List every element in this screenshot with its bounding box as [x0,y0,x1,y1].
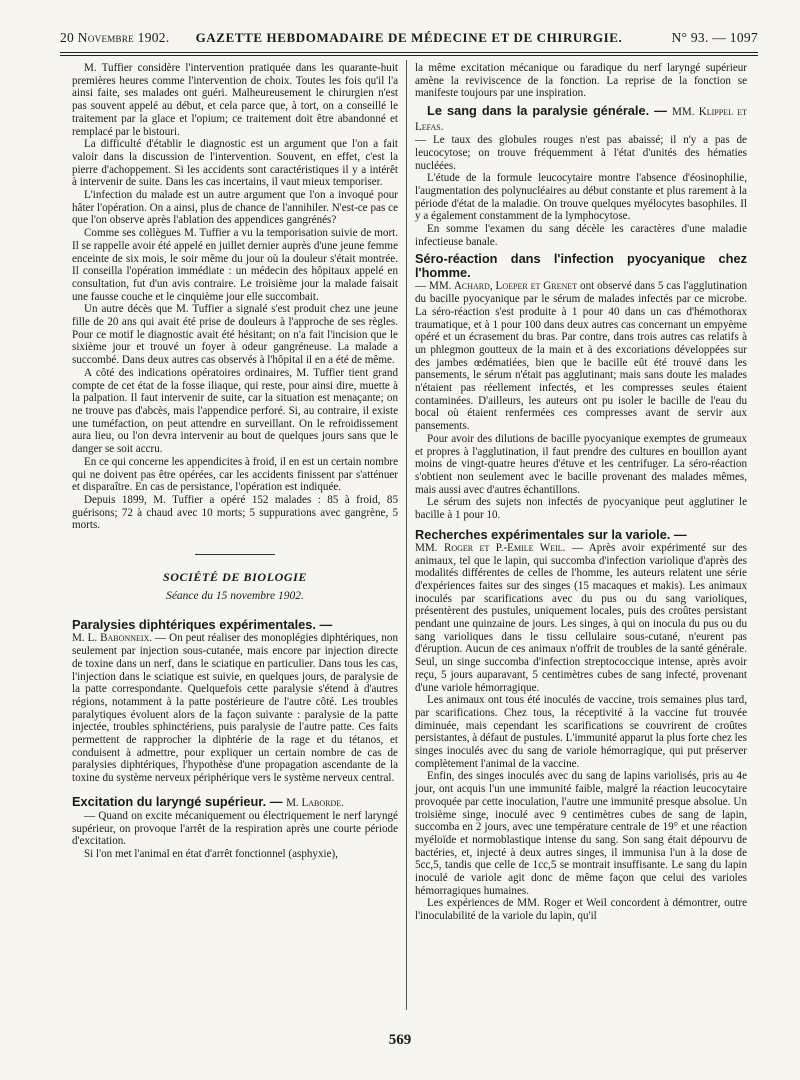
paragraph: L'étude de la formule leucocytaire montre l'absence d'éosinophilie, l'augmentation des polynucléaires au début constante et plus rarement à la période d'état de la maladie. On trouve quelques myélocytes basophiles. Il y a également constamment de la lymphocytose. [415,172,747,223]
paragraph: En ce qui concerne les appendicites à froid, il en est un certain nombre qui ne doivent pas être opérées, car les accidents finissent par s'atténuer et disparaître. En cas de persistance, l'opération est indiquée. [72,455,398,494]
page-number: 569 [388,1032,412,1048]
paragraph: Si l'on met l'animal en état d'arrêt fonctionnel (asphyxie), [84,847,338,860]
paragraph: L'infection du malade est un autre argument que l'on a invoqué pour hâter l'opération. On a ainsi, plus de chance de l'annihiler. N'est-ce pas ce que l'on observe après l'ablation des appendices gangrénés? [72,189,398,227]
heading-paralysies: Paralysies diphtériques expérimentales. — [72,617,333,633]
page-header [60,30,758,52]
column-divider [406,60,407,1010]
right-column [415,62,747,923]
paragraph: — Le taux des globules rouges n'est pas abaissé; il n'y a pas de leucocytose; on trouve fréquemment à l'état d'unités des hématies nucléées. [415,134,747,172]
heading-sang: Le sang dans la paralysie générale. — MM. Klippel et Lefas. [415,103,747,134]
paragraph: La difficulté d'établir le diagnostic est un argument que l'on a fait valoir dans la discussion de l'intervention. Souvent, en effet, c'est la pierre d'achoppement. Si les accidents sont caractéristiques il y a intérêt à intervenir de suite. Dans les cas incertains, il vaut mieux temporiser. [72,138,398,189]
paragraph: Enfin, des singes inoculés avec du sang de lapins variolisés, pris au 4e jour, ont acquis l'un une immunité faible, malgré la réaction leucocytaire provoquée par cette inoculation, l'autre une immunité presque absolue. Un troisième singe, inoculé avec 9 centimètres cubes de sang de lapin, succomba en 2 jours, avec une température centrale de 19° et une réaction myéloïde et normoblastique intense du sang. Son sang était dépourvu de bactéries, et, injecté à deux autres singes, il immunisa l'un à la dose de 5cc,5, tandis que celle de 1cc,5 se montrait insuffisante. Le sang du lapin inoculé de variole agit donc de même façon que celui des varioles hémorragiques humaines. [415,770,747,897]
heading-variole: Recherches expérimentales sur la variole. — [415,526,687,542]
issue-number: N° 93. — 1097 [671,30,758,45]
left-column [72,62,398,861]
paragraph: M. L. Babonneix. — On peut réaliser des monoplégies diphtériques, non seulement par injection sous-cutanée, mais encore par injection directe de toxine dans un nerf, dans le sciatique en particulier. Dans tous les cas, l'injection dans le sciatique est suivie, en quelques jours, de paralysie de la patte correspondante. Quelquefois cette paralysie s'étend à d'autres régions, notamment à la patte postérieure de l'autre côté. Les troubles paralytiques évoluent alors de la façon suivante : paralysie de la patte injectée, troubles sphinctériens, puis paralysie de l'autre patte. Ces faits permettent de rapprocher la diphtérie de la rage et du tétanos, et conduisent à admettre, pour expliquer un certain nombre de cas de paralysies diphtériques, l'hypothèse d'une propagation ascendante de la toxine du système nerveux périphérique vers le système nerveux central. [72,632,398,785]
header-rule-thin [60,55,758,56]
society-title: SOCIÉTÉ DE BIOLOGIE [162,570,308,585]
paragraph: la même excitation mécanique ou faradique du nerf laryngé supérieur amène la reviviscence de la fonction. La reprise de la fonction se manifeste toujours par une inspiration. [415,62,747,100]
paragraph: Les expériences de MM. Roger et Weil concordent à démontrer, outre l'inoculabilité de la variole du lapin, qu'il [415,897,747,923]
paragraph: M. Tuffier considère l'intervention pratiquée dans les quarante-huit premières heures comme l'intervention de choix. Toutes les fois qu'il l'a ainsi faite, ses malades ont guéri. Malheureusement le chirurgien n'est pas souvent appelé au début, et cela parce que, à tort, on a conseillé le traitement par la glace et l'opium; ce traitement doit être abandonné et remplacé par le bistouri. [72,62,398,138]
heading-excitation: Excitation du laryngé supérieur. — M. Laborde. [72,793,344,809]
paragraph: — Quand on excite mécaniquement ou électriquement le nerf laryngé supérieur, on provoque l'arrêt de la respiration après une courte période d'excitation. [72,809,398,848]
paragraph: Comme ses collègues M. Tuffier a vu la temporisation suivie de mort. Il se rappelle avoir été appelé en juillet dernier auprès d'une jeune femme enceinte de six mois, le soir même du jour où la douleur s'était montrée. Il conseilla l'opération immédiate : un médecin des hôpitaux appelé en consultation, fut d'un avis contraire. Le troisième jour la malade faisait une fausse couche et le cinquième jour elle succombait. [72,227,398,303]
paragraph: Pour avoir des dilutions de bacille pyocyanique exemptes de grumeaux et propres à l'agglutination, il faut prendre des cultures en bouillon ayant moins de vingt-quatre heures d'étuve et les centrifuger. La séro-réaction s'obtient non seulement avec le bacille provenant des malades mêmes, mais aussi avec d'autres échantillons. [415,432,747,496]
paragraph: Depuis 1899, M. Tuffier a opéré 152 malades : 85 à froid, 85 guérisons; 72 à chaud avec 10 morts; 5 suppurations avec gangrène, 5 morts. [72,493,398,532]
paragraph: Un autre décès que M. Tuffier a signalé s'est produit chez une jeune fille de 20 ans qui avait été prise de douleurs à l'approche de ses règles. Pour ce motif le diagnostic avait été hésitant; on n'a fait l'incision que le sixième jour et trouvé un foyer à odeur gangréneuse. La malade a succombé. Dans deux autres cas observés à l'hôpital il en a été de même. [72,303,398,367]
paragraph: — MM. Achard, Loeper et Grenet ont observé dans 5 cas l'agglutination du bacille pyocyanique par le sérum de malades infectés par ce microbe. La séro-réaction s'est produite à 1 pour 40 dans un cas d'hémothorax traumatique, et à 1 pour 100 dans deux autres cas concernant un empyème opéré et un écrasement du bras. Par contre, dans trois autres cas relatifs à un phlegmon goutteux de la main et à des excoriations développées sur des jambes œdématiées, bien que le bacille eût été trouvé dans les pansements, le sérum n'était pas agglutinant; mais sans doute les malades n'étaient pas réellement infectés, et les compresses seules étaient contaminées. D'ailleurs, les auteurs ont pu isoler le bacille de l'eau du bocal où étaient renfermées ces compresses avant de servir aux pansements. [415,280,748,433]
heading-sero: Séro-réaction dans l'infection pyocyanique chez l'homme. [415,251,747,281]
issue-date: 20 Novembre 1902. [60,30,170,45]
paragraph: En somme l'examen du sang décèle les caractères d'une maladie infectieuse banale. [415,223,747,248]
paragraph: Le sérum des sujets non infectés de pyocyanique peut agglutiner le bacille à 1 pour 10. [415,496,747,522]
seance-date: Séance du 15 novembre 1902. [166,589,304,602]
header-rule [60,52,758,53]
paragraph: A côté des indications opératoires ordinaires, M. Tuffier tient grand compte de cet état de la fosse iliaque, qui reste, pour ainsi dire, muette à la palpation. Il faut intervenir de suite, car la situation est menaçante; on ne trouve pas d'abcès, mais l'appendice perforé. Si, au contraire, il existe une tuméfaction, on peut attendre en surveillant. On le refroidissement aura lieu, ou l'on devra intervenir au bout de quelques jours sans que le danger se soit accru. [72,366,398,456]
paragraph: MM. Roger et P.-Emile Weil. — Après avoir expérimenté sur des animaux, tel que le lapin, qui succomba d'infection variolique d'après des modalités différentes de celles de l'homme, les auteurs relatent une série d'expériences faites sur des singes (15 macaques et makis). Les animaux inoculés par scarifications avec du pus ou du sang varioliques, présentèrent des pustules, uniquement locales, puis des croûtes persistant pendant une quinzaine de jours. Les singes, à qui on inocula du pus ou du sang varioliques dans le tissu cellulaire sous-cutané, n'eurent pas d'éruption. Aucun de ces animaux n'offrit de troubles de la santé générale. Seul, un singe succomba d'infection streptococcique intense, après avoir reçu, 5 jours auparavant, 5 centimètres cubes de sang infecté, provenant d'une variole hémorragique. [415,541,747,694]
journal-title: GAZETTE HEBDOMADAIRE DE MÉDECINE ET DE CHIRURGIE. [195,30,623,45]
paragraph: Les animaux ont tous été inoculés de vaccine, trois semaines plus tard, par scarifications. Chez tous, la réceptivité à la vaccine fut trouvée diminuée, mais cependant les scarifications se couvrirent de croûtes persistantes, à défaut de pustules. L'immunité apparut la plus forte chez les singes inoculés avec du sang de variole hémorragique, qui put préserver complètement l'animal de la vaccine. [415,694,747,770]
